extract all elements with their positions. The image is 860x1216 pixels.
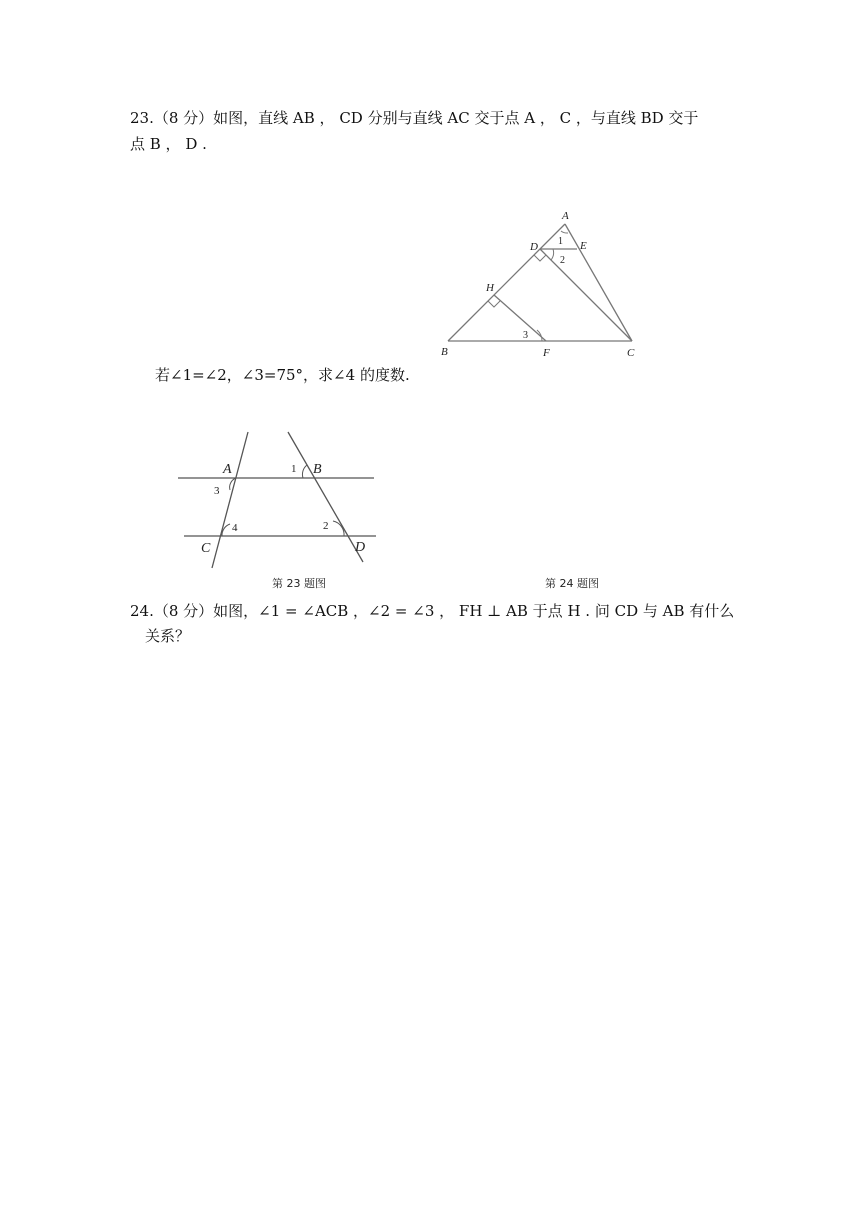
fig23-label-B: B (313, 462, 322, 477)
fig23-label-A: A (223, 462, 232, 477)
q23-condition: 若∠1=∠2，∠3=75°，求∠4 的度数. (155, 366, 410, 384)
q24-line-2: 关系？ (145, 627, 191, 645)
fig24-label-H: H (486, 282, 494, 294)
figure-23-parallel-lines (170, 428, 390, 578)
fig24-label-1: 1 (558, 236, 563, 247)
q23-line-1: 23.（8 分）如图，直线 AB ， CD 分别与直线 AC 交于点 A ， C ，与直线 BD 交于 (130, 109, 699, 127)
fig24-label-A: A (562, 210, 569, 222)
caption-fig23: 第 23 题图 (272, 577, 326, 590)
fig23-label-1: 1 (291, 463, 297, 475)
fig23-label-4: 4 (232, 522, 238, 534)
fig23-label-2: 2 (323, 520, 329, 532)
fig24-label-E: E (580, 240, 587, 252)
fig24-label-B: B (441, 346, 448, 358)
q23-line-2: 点 B ， D . (130, 135, 207, 153)
fig23-label-D: D (355, 540, 366, 555)
figure-24-triangle (430, 205, 670, 365)
fig24-label-D: D (530, 241, 538, 253)
fig23-label-C: C (201, 541, 211, 556)
fig24-label-3: 3 (523, 330, 528, 341)
q24-line-1: 24.（8 分）如图，∠1 = ∠ACB ，∠2 = ∠3 ， FH ⊥ AB 于点 H . 问 CD 与 AB 有什么 (130, 602, 735, 620)
fig23-label-3: 3 (214, 485, 220, 497)
fig24-label-C: C (627, 347, 635, 359)
fig24-label-2: 2 (560, 255, 565, 266)
caption-fig24: 第 24 题图 (545, 577, 599, 590)
fig24-label-F: F (543, 347, 550, 359)
